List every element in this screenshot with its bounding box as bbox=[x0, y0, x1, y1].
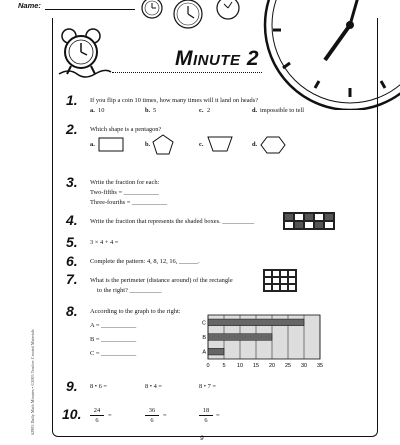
q2-option-b-letter: b. bbox=[145, 141, 151, 148]
q9-number: 9. bbox=[66, 378, 78, 394]
q2-number: 2. bbox=[66, 121, 78, 137]
bar bbox=[208, 334, 272, 341]
shaded-boxes-grid bbox=[283, 212, 335, 230]
fraction-1[interactable] bbox=[90, 407, 104, 424]
q5-number: 5. bbox=[66, 234, 78, 250]
fraction-2[interactable] bbox=[145, 407, 159, 424]
fraction-2-denominator: 6 bbox=[150, 417, 154, 424]
q1-text: If you flip a coin 10 times, how many times will it land on heads? bbox=[90, 97, 259, 104]
fraction-bar bbox=[90, 415, 104, 416]
fraction-3-eq: = bbox=[216, 412, 220, 419]
name-label: Name: bbox=[18, 1, 41, 10]
q8-text: According to the graph to the right: bbox=[90, 308, 181, 315]
q2-option-c-letter: c. bbox=[199, 141, 204, 148]
pentagon-shape[interactable] bbox=[152, 134, 174, 156]
rectangle-shape[interactable] bbox=[98, 137, 124, 153]
hexagon-shape[interactable] bbox=[260, 136, 286, 154]
q1-number: 1. bbox=[66, 92, 78, 108]
x-tick-label: 10 bbox=[236, 363, 244, 369]
q8-line-b[interactable]: B = ___________ bbox=[90, 336, 137, 343]
bar-chart bbox=[200, 313, 330, 373]
x-tick-label: 25 bbox=[284, 363, 292, 369]
fraction-bar bbox=[145, 415, 159, 416]
x-tick-label: 35 bbox=[316, 363, 324, 369]
q1-option-d-letter: d. bbox=[252, 107, 258, 114]
q2-option-a-letter: a. bbox=[90, 141, 95, 148]
q1-option-b-letter: b. bbox=[145, 107, 151, 114]
q1-option-c[interactable]: 2 bbox=[207, 107, 211, 114]
x-tick-label: 30 bbox=[300, 363, 308, 369]
page-title: Minute 2 bbox=[175, 47, 260, 70]
q8-line-c[interactable]: C = ___________ bbox=[90, 350, 137, 357]
fraction-2-eq: = bbox=[163, 412, 167, 419]
name-line[interactable] bbox=[45, 9, 135, 10]
q7-text2[interactable]: to the right? __________ bbox=[97, 287, 162, 294]
q8-number: 8. bbox=[66, 303, 78, 319]
bar bbox=[208, 319, 304, 326]
side-note: #2905 Daily Math Minutes • ©2005 Teacher Created Materials bbox=[30, 329, 35, 435]
perimeter-rectangle-grid bbox=[263, 269, 297, 292]
q3-line2[interactable]: Three-fourths = ___________ bbox=[90, 199, 168, 206]
q2-option-d-letter: d. bbox=[252, 141, 258, 148]
fraction-3-denominator: 6 bbox=[204, 417, 208, 424]
y-tick-label: B bbox=[202, 335, 206, 341]
q9-item-3[interactable]: 8 • 7 = bbox=[199, 383, 217, 390]
q1-option-d[interactable]: impossible to tell bbox=[260, 107, 305, 114]
q4-text: Write the fraction that represents the shaded boxes. __________ bbox=[90, 218, 255, 225]
fraction-1-numerator: 24 bbox=[93, 407, 101, 414]
q9-item-2[interactable]: 8 • 4 = bbox=[145, 383, 163, 390]
q10-number: 10. bbox=[62, 406, 82, 422]
q8-line-a[interactable]: A = ___________ bbox=[90, 322, 137, 329]
q9-item-1[interactable]: 8 • 6 = bbox=[90, 383, 108, 390]
q1-option-c-letter: c. bbox=[199, 107, 204, 114]
fraction-1-eq: = bbox=[108, 412, 112, 419]
q2-text: Which shape is a pentagon? bbox=[90, 126, 162, 133]
fraction-1-denominator: 6 bbox=[95, 417, 99, 424]
q6-number: 6. bbox=[66, 253, 78, 269]
trapezoid-shape[interactable] bbox=[207, 136, 233, 152]
q3-number: 3. bbox=[66, 174, 78, 190]
fraction-3-numerator: 18 bbox=[202, 407, 210, 414]
y-tick-label: A bbox=[202, 349, 206, 356]
q1-option-b[interactable]: 5 bbox=[153, 107, 157, 114]
fraction-bar bbox=[199, 415, 213, 416]
fraction-3[interactable] bbox=[199, 407, 213, 424]
q3-text: Write the fraction for each: bbox=[90, 179, 160, 186]
q7-text: What is the perimeter (distance around) of the rectangle bbox=[90, 277, 233, 284]
q3-line1[interactable]: Two-fifths = ___________ bbox=[90, 189, 159, 196]
x-tick-label: 20 bbox=[268, 363, 276, 369]
q5-text: 3 × 4 + 4 = bbox=[90, 239, 119, 246]
q1-option-a[interactable]: 10 bbox=[98, 107, 105, 114]
x-tick-label: 0 bbox=[206, 363, 210, 369]
q4-number: 4. bbox=[66, 212, 78, 228]
q6-text: Complete the pattern: 4, 8, 12, 16, ______. bbox=[90, 258, 200, 265]
bar bbox=[208, 348, 224, 355]
q1-option-a-letter: a. bbox=[90, 107, 95, 114]
q7-number: 7. bbox=[66, 271, 78, 287]
x-tick-label: 5 bbox=[222, 363, 226, 369]
y-tick-label: C bbox=[202, 320, 206, 327]
page-number: 9 bbox=[200, 435, 204, 442]
x-tick-label: 15 bbox=[252, 363, 260, 369]
fraction-2-numerator: 36 bbox=[148, 407, 156, 414]
